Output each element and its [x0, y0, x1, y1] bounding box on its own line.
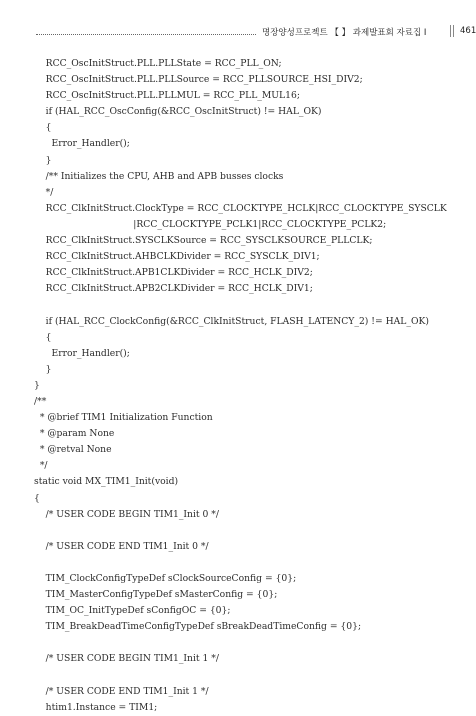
code-line: RCC_ClkInitStruct.APB2CLKDivider = RCC_HCLK_DIV1; [34, 283, 313, 295]
page-number: 461 [460, 26, 476, 36]
code-line [34, 668, 447, 684]
code-line: { [34, 331, 52, 343]
code-line: } [34, 363, 52, 375]
code-line: { [34, 122, 52, 134]
code-line: TIM_ClockConfigTypeDef sClockSourceConfig = {0}; [34, 573, 297, 584]
code-line: /* USER CODE BEGIN TIM1_Init 1 */ [34, 653, 219, 665]
code-line: if (HAL_RCC_OscConfig(&RCC_OscInitStruct) != HAL_OK) [34, 106, 322, 118]
code-line [34, 635, 447, 651]
header-separator [450, 25, 454, 37]
code-line: * @param None [34, 428, 115, 440]
code-line: static void MX_TIM1_Init(void) [34, 476, 179, 488]
code-line: TIM_BreakDeadTimeConfigTypeDef sBreakDeadTimeConfig = {0}; [34, 621, 362, 633]
code-line: RCC_ClkInitStruct.AHBCLKDivider = RCC_SYSCLK_DIV1; [34, 251, 320, 263]
code-line: Error_Handler(); [34, 347, 130, 359]
code-line [34, 297, 447, 313]
code-line: |RCC_CLOCKTYPE_PCLK1|RCC_CLOCKTYPE_PCLK2; [34, 218, 387, 230]
code-line: RCC_OscInitStruct.PLL.PLLMUL = RCC_PLL_MUL16; [34, 90, 300, 102]
code-line: /* USER CODE END TIM1_Init 0 */ [34, 540, 209, 552]
code-line: RCC_ClkInitStruct.SYSCLKSource = RCC_SYSCLKSOURCE_PLLCLK; [34, 235, 373, 247]
code-line [34, 555, 447, 571]
code-line: TIM_OC_InitTypeDef sConfigOC = {0}; [34, 605, 231, 617]
code-line: /** Initializes the CPU, AHB and APB busses clocks [34, 170, 284, 182]
code-line: RCC_ClkInitStruct.ClockType = RCC_CLOCKTYPE_HCLK|RCC_CLOCKTYPE_SYSCLK [34, 202, 447, 214]
code-line: RCC_OscInitStruct.PLL.PLLState = RCC_PLL_ON; [34, 58, 282, 69]
code-line [34, 523, 447, 539]
code-line: if (HAL_RCC_ClockConfig(&RCC_ClkInitStruct, FLASH_LATENCY_2) != HAL_OK) [34, 315, 429, 327]
header-title: 명장양성프로젝트 【 】 과제발표회 자료집 I [262, 28, 427, 38]
code-line: Error_Handler(); [34, 138, 130, 150]
code-line: } [34, 154, 52, 166]
code-line: * @brief TIM1 Initialization Function [34, 412, 213, 424]
page-header [36, 24, 476, 40]
code-line: RCC_ClkInitStruct.APB1CLKDivider = RCC_HCLK_DIV2; [34, 267, 313, 279]
header-dotted-rule [36, 34, 256, 35]
code-line: /** [34, 395, 47, 407]
code-line: htim1.Instance = TIM1; [34, 701, 158, 713]
code-line: /* USER CODE BEGIN TIM1_Init 0 */ [34, 508, 219, 520]
code-line: */ [34, 186, 54, 198]
code-line: TIM_MasterConfigTypeDef sMasterConfig = {0}; [34, 589, 278, 601]
code-line: */ [34, 460, 48, 472]
code-line: RCC_OscInitStruct.PLL.PLLSource = RCC_PLLSOURCE_HSI_DIV2; [34, 74, 363, 86]
code-line: } [34, 379, 40, 391]
code-line: /* USER CODE END TIM1_Init 1 */ [34, 685, 209, 697]
code-listing [34, 56, 447, 716]
code-line: { [34, 492, 40, 504]
code-line: * @retval None [34, 444, 112, 456]
